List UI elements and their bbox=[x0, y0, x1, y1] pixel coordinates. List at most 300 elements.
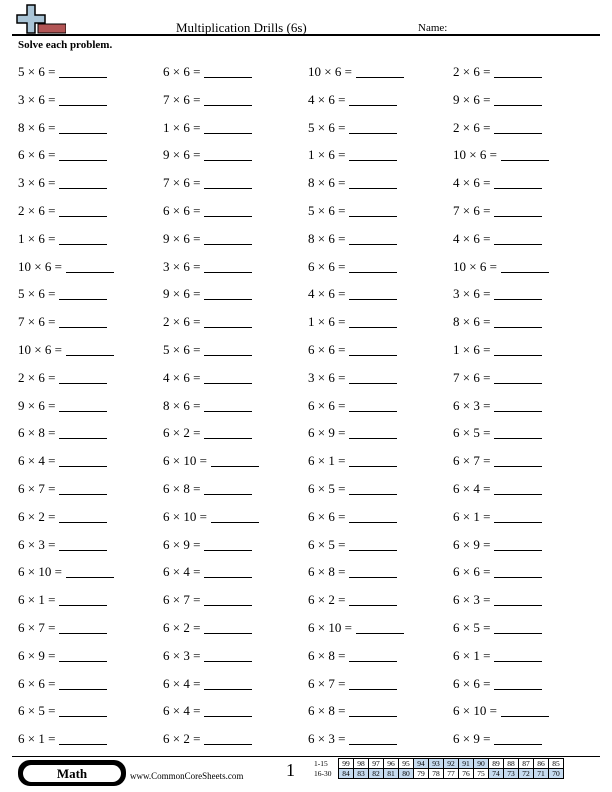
problem-expression: 6 × 9 = bbox=[308, 425, 346, 441]
problem-expression: 6 × 6 = bbox=[163, 64, 201, 79]
problem bbox=[18, 285, 163, 313]
problem-expression: 6 × 1 = bbox=[453, 647, 491, 663]
answer-blank[interactable] bbox=[204, 648, 252, 662]
answer-blank[interactable] bbox=[59, 731, 107, 745]
problem-expression: 6 × 5 = bbox=[308, 480, 346, 496]
answer-blank[interactable] bbox=[204, 314, 252, 328]
answer-blank[interactable] bbox=[349, 120, 397, 134]
problem-expression: 4 × 6 = bbox=[308, 286, 346, 302]
answer-blank[interactable] bbox=[204, 92, 252, 106]
problem-expression: 4 × 6 = bbox=[453, 175, 491, 191]
answer-blank[interactable] bbox=[204, 620, 252, 634]
problem bbox=[308, 480, 453, 508]
answer-blank[interactable] bbox=[204, 147, 252, 161]
problem-expression: 4 × 6 = bbox=[453, 230, 491, 246]
score-cell: 73 bbox=[504, 769, 519, 779]
problem-expression: 1 × 6 = bbox=[163, 119, 201, 135]
problem-expression: 2 × 6 = bbox=[18, 369, 56, 385]
answer-blank[interactable] bbox=[349, 342, 397, 356]
answer-blank[interactable] bbox=[494, 620, 542, 634]
page-number: 1 bbox=[286, 760, 295, 780]
problem bbox=[453, 341, 598, 369]
answer-blank[interactable] bbox=[349, 564, 397, 578]
score-cell: 85 bbox=[549, 759, 564, 769]
problem-expression: 6 × 8 = bbox=[18, 425, 56, 441]
score-row-label: 16-30 bbox=[314, 769, 332, 778]
problem bbox=[453, 369, 598, 397]
score-cell: 74 bbox=[489, 769, 504, 779]
score-cell: 78 bbox=[429, 769, 444, 779]
answer-blank[interactable] bbox=[204, 537, 252, 551]
answer-blank[interactable] bbox=[59, 592, 107, 606]
answer-blank[interactable] bbox=[211, 509, 259, 523]
problem bbox=[308, 508, 453, 536]
subject-badge-label: Math bbox=[23, 765, 121, 782]
problem bbox=[163, 63, 308, 91]
problem bbox=[163, 452, 308, 480]
answer-blank[interactable] bbox=[494, 564, 542, 578]
answer-blank[interactable] bbox=[59, 509, 107, 523]
problem-expression: 6 × 2 = bbox=[18, 508, 56, 524]
problem-expression: 6 × 9 = bbox=[18, 647, 56, 663]
answer-blank[interactable] bbox=[59, 676, 107, 690]
score-cell: 88 bbox=[504, 759, 519, 769]
problem-row bbox=[18, 146, 598, 174]
problem bbox=[308, 146, 453, 174]
answer-blank[interactable] bbox=[204, 564, 252, 578]
problem-expression: 10 × 6 = bbox=[18, 258, 62, 274]
problem bbox=[453, 480, 598, 508]
problem-expression: 6 × 10 = bbox=[163, 508, 207, 524]
problem bbox=[453, 174, 598, 202]
score-cell: 93 bbox=[429, 759, 444, 769]
problem-expression: 6 × 3 = bbox=[308, 731, 346, 747]
problem bbox=[163, 591, 308, 619]
answer-blank[interactable] bbox=[59, 64, 107, 78]
problem-expression: 6 × 4 = bbox=[163, 675, 201, 691]
answer-blank[interactable] bbox=[494, 64, 542, 78]
score-cell: 99 bbox=[339, 759, 354, 769]
problem bbox=[18, 119, 163, 147]
problem-expression: 6 × 8 = bbox=[308, 703, 346, 719]
answer-blank[interactable] bbox=[494, 286, 542, 300]
problem-expression: 6 × 6 = bbox=[453, 675, 491, 691]
score-cell: 76 bbox=[459, 769, 474, 779]
answer-blank[interactable] bbox=[204, 342, 252, 356]
answer-blank[interactable] bbox=[349, 537, 397, 551]
answer-blank[interactable] bbox=[66, 564, 114, 578]
score-cell: 87 bbox=[519, 759, 534, 769]
problem bbox=[163, 675, 308, 703]
problem bbox=[163, 563, 308, 591]
answer-blank[interactable] bbox=[349, 147, 397, 161]
problem bbox=[163, 230, 308, 258]
answer-blank[interactable] bbox=[59, 203, 107, 217]
problem-expression: 6 × 1 = bbox=[453, 508, 491, 524]
problem bbox=[308, 647, 453, 675]
problem bbox=[308, 174, 453, 202]
problem-expression: 10 × 6 = bbox=[453, 147, 497, 163]
problem-expression: 1 × 6 = bbox=[308, 147, 346, 163]
answer-blank[interactable] bbox=[356, 620, 404, 634]
answer-blank[interactable] bbox=[59, 481, 107, 495]
problem bbox=[453, 285, 598, 313]
instructions: Solve each problem. bbox=[18, 39, 113, 51]
answer-blank[interactable] bbox=[349, 731, 397, 745]
problem-expression: 6 × 6 = bbox=[163, 202, 201, 218]
answer-blank[interactable] bbox=[349, 259, 397, 273]
problem-row bbox=[18, 591, 598, 619]
problem-expression: 2 × 6 = bbox=[163, 314, 201, 330]
problem bbox=[308, 285, 453, 313]
problem-expression: 8 × 6 = bbox=[18, 119, 56, 135]
problem-row bbox=[18, 702, 598, 730]
problem bbox=[163, 647, 308, 675]
problem-expression: 6 × 3 = bbox=[453, 397, 491, 413]
problem-expression: 1 × 6 = bbox=[308, 314, 346, 330]
score-cell: 83 bbox=[354, 769, 369, 779]
problem-expression: 8 × 6 = bbox=[453, 314, 491, 330]
problem bbox=[308, 424, 453, 452]
answer-blank[interactable] bbox=[59, 703, 107, 717]
problem-expression: 6 × 2 = bbox=[163, 425, 201, 441]
problem-expression: 3 × 6 = bbox=[308, 369, 346, 385]
problem-expression: 10 × 6 = bbox=[308, 64, 352, 79]
problem-expression: 6 × 5 = bbox=[308, 536, 346, 552]
problem bbox=[163, 202, 308, 230]
problem-expression: 5 × 6 = bbox=[18, 286, 56, 302]
problem bbox=[163, 619, 308, 647]
answer-blank[interactable] bbox=[494, 731, 542, 745]
problem-expression: 6 × 7 = bbox=[18, 480, 56, 496]
problem bbox=[163, 730, 308, 758]
problem-expression: 1 × 6 = bbox=[453, 341, 491, 357]
problem-expression: 10 × 6 = bbox=[453, 258, 497, 274]
problem bbox=[453, 702, 598, 730]
answer-blank[interactable] bbox=[349, 703, 397, 717]
problem-expression: 6 × 7 = bbox=[18, 619, 56, 635]
problem-row bbox=[18, 341, 598, 369]
problem bbox=[163, 341, 308, 369]
score-cell: 91 bbox=[459, 759, 474, 769]
problem-expression: 6 × 7 = bbox=[308, 675, 346, 691]
problem-expression: 6 × 1 = bbox=[308, 453, 346, 469]
problem bbox=[163, 397, 308, 425]
answer-blank[interactable] bbox=[349, 425, 397, 439]
problem bbox=[308, 452, 453, 480]
score-cell: 79 bbox=[414, 769, 429, 779]
score-cell: 71 bbox=[534, 769, 549, 779]
problem-grid bbox=[18, 63, 598, 758]
problem bbox=[18, 369, 163, 397]
answer-blank[interactable] bbox=[204, 676, 252, 690]
problem-row bbox=[18, 174, 598, 202]
score-cell: 70 bbox=[549, 769, 564, 779]
score-cell: 81 bbox=[384, 769, 399, 779]
answer-blank[interactable] bbox=[211, 453, 259, 467]
problem-row bbox=[18, 202, 598, 230]
answer-blank[interactable] bbox=[59, 147, 107, 161]
answer-blank[interactable] bbox=[494, 203, 542, 217]
answer-blank[interactable] bbox=[494, 370, 542, 384]
answer-blank[interactable] bbox=[494, 120, 542, 134]
answer-blank[interactable] bbox=[204, 203, 252, 217]
answer-blank[interactable] bbox=[349, 314, 397, 328]
answer-blank[interactable] bbox=[494, 425, 542, 439]
problem-row bbox=[18, 480, 598, 508]
problem bbox=[18, 91, 163, 119]
footer-divider bbox=[12, 756, 600, 757]
problem bbox=[308, 369, 453, 397]
answer-blank[interactable] bbox=[204, 370, 252, 384]
answer-blank[interactable] bbox=[59, 453, 107, 467]
answer-blank[interactable] bbox=[494, 537, 542, 551]
answer-blank[interactable] bbox=[204, 120, 252, 134]
problem bbox=[308, 63, 453, 91]
problem bbox=[18, 202, 163, 230]
answer-blank[interactable] bbox=[501, 259, 549, 273]
answer-blank[interactable] bbox=[349, 481, 397, 495]
problem-expression: 8 × 6 = bbox=[308, 230, 346, 246]
problem-expression: 7 × 6 = bbox=[453, 369, 491, 385]
score-cell: 75 bbox=[474, 769, 489, 779]
problem bbox=[453, 675, 598, 703]
problem bbox=[453, 647, 598, 675]
problem-expression: 6 × 3 = bbox=[453, 592, 491, 608]
problem-expression: 9 × 6 = bbox=[18, 397, 56, 413]
score-row-label: 1-15 bbox=[314, 759, 328, 768]
score-cell: 92 bbox=[444, 759, 459, 769]
problem bbox=[18, 730, 163, 758]
answer-blank[interactable] bbox=[356, 64, 404, 78]
answer-blank[interactable] bbox=[204, 64, 252, 78]
answer-blank[interactable] bbox=[349, 286, 397, 300]
problem-row bbox=[18, 230, 598, 258]
problem-expression: 9 × 6 = bbox=[163, 286, 201, 302]
problem bbox=[18, 341, 163, 369]
problem bbox=[453, 146, 598, 174]
answer-blank[interactable] bbox=[66, 342, 114, 356]
answer-blank[interactable] bbox=[349, 509, 397, 523]
answer-blank[interactable] bbox=[494, 648, 542, 662]
answer-blank[interactable] bbox=[494, 231, 542, 245]
subject-badge bbox=[18, 760, 126, 786]
problem bbox=[308, 702, 453, 730]
answer-blank[interactable] bbox=[494, 481, 542, 495]
problem-row bbox=[18, 647, 598, 675]
problem-expression: 8 × 6 = bbox=[163, 397, 201, 413]
answer-blank[interactable] bbox=[59, 92, 107, 106]
answer-blank[interactable] bbox=[204, 703, 252, 717]
problem bbox=[163, 174, 308, 202]
problem bbox=[453, 508, 598, 536]
problem bbox=[308, 202, 453, 230]
problem bbox=[18, 536, 163, 564]
answer-blank[interactable] bbox=[501, 147, 549, 161]
answer-blank[interactable] bbox=[204, 231, 252, 245]
score-row bbox=[312, 769, 564, 779]
answer-blank[interactable] bbox=[349, 92, 397, 106]
answer-blank[interactable] bbox=[59, 120, 107, 134]
answer-blank[interactable] bbox=[204, 731, 252, 745]
answer-blank[interactable] bbox=[494, 676, 542, 690]
problem-expression: 6 × 4 = bbox=[163, 564, 201, 580]
score-key-table bbox=[312, 758, 564, 779]
answer-blank[interactable] bbox=[204, 175, 252, 189]
problem bbox=[453, 424, 598, 452]
answer-blank[interactable] bbox=[204, 259, 252, 273]
problem bbox=[308, 119, 453, 147]
answer-blank[interactable] bbox=[494, 453, 542, 467]
score-cell: 90 bbox=[474, 759, 489, 769]
answer-blank[interactable] bbox=[59, 231, 107, 245]
problem bbox=[308, 730, 453, 758]
problem-expression: 6 × 9 = bbox=[163, 536, 201, 552]
score-cell: 94 bbox=[414, 759, 429, 769]
answer-blank[interactable] bbox=[501, 703, 549, 717]
problem-row bbox=[18, 119, 598, 147]
answer-blank[interactable] bbox=[59, 175, 107, 189]
answer-blank[interactable] bbox=[494, 92, 542, 106]
problem-expression: 2 × 6 = bbox=[453, 119, 491, 135]
problem bbox=[163, 285, 308, 313]
answer-blank[interactable] bbox=[349, 453, 397, 467]
problem-expression: 6 × 6 = bbox=[308, 397, 346, 413]
answer-blank[interactable] bbox=[349, 203, 397, 217]
problem bbox=[453, 230, 598, 258]
problem bbox=[453, 91, 598, 119]
answer-blank[interactable] bbox=[494, 592, 542, 606]
answer-blank[interactable] bbox=[204, 286, 252, 300]
problem bbox=[18, 675, 163, 703]
problem-expression: 6 × 6 = bbox=[453, 564, 491, 580]
problem-expression: 6 × 8 = bbox=[163, 480, 201, 496]
problem-expression: 6 × 3 = bbox=[18, 536, 56, 552]
problem-expression: 3 × 6 = bbox=[453, 286, 491, 302]
problem bbox=[308, 619, 453, 647]
answer-blank[interactable] bbox=[66, 259, 114, 273]
website-url: www.CommonCoreSheets.com bbox=[130, 771, 244, 781]
problem bbox=[308, 591, 453, 619]
problem-row bbox=[18, 91, 598, 119]
problem bbox=[453, 619, 598, 647]
answer-blank[interactable] bbox=[349, 231, 397, 245]
problem-expression: 6 × 10 = bbox=[453, 703, 497, 719]
problem-expression: 6 × 7 = bbox=[163, 592, 201, 608]
answer-blank[interactable] bbox=[59, 425, 107, 439]
answer-blank[interactable] bbox=[494, 314, 542, 328]
problem bbox=[308, 341, 453, 369]
problem bbox=[308, 675, 453, 703]
problem-expression: 6 × 6 = bbox=[18, 675, 56, 691]
answer-blank[interactable] bbox=[59, 537, 107, 551]
problem-expression: 6 × 6 = bbox=[18, 147, 56, 163]
answer-blank[interactable] bbox=[204, 398, 252, 412]
problem bbox=[453, 202, 598, 230]
score-cell: 77 bbox=[444, 769, 459, 779]
problem bbox=[308, 536, 453, 564]
problem bbox=[163, 313, 308, 341]
answer-blank[interactable] bbox=[349, 676, 397, 690]
problem-expression: 6 × 5 = bbox=[453, 619, 491, 635]
problem bbox=[453, 397, 598, 425]
problem-expression: 6 × 6 = bbox=[308, 341, 346, 357]
problem bbox=[18, 508, 163, 536]
problem-row bbox=[18, 369, 598, 397]
problem-expression: 6 × 5 = bbox=[18, 703, 56, 719]
problem-row bbox=[18, 536, 598, 564]
answer-blank[interactable] bbox=[59, 398, 107, 412]
problem bbox=[163, 480, 308, 508]
problem-expression: 7 × 6 = bbox=[163, 91, 201, 107]
answer-blank[interactable] bbox=[349, 398, 397, 412]
problem-expression: 6 × 2 = bbox=[163, 619, 201, 635]
problem bbox=[18, 563, 163, 591]
problem-expression: 6 × 7 = bbox=[453, 453, 491, 469]
score-cell: 95 bbox=[399, 759, 414, 769]
problem bbox=[308, 230, 453, 258]
problem-expression: 6 × 1 = bbox=[18, 731, 56, 747]
answer-blank[interactable] bbox=[59, 648, 107, 662]
problem-expression: 6 × 8 = bbox=[308, 647, 346, 663]
answer-blank[interactable] bbox=[204, 481, 252, 495]
problem-row bbox=[18, 563, 598, 591]
problem-expression: 6 × 4 = bbox=[163, 703, 201, 719]
score-cell: 84 bbox=[339, 769, 354, 779]
answer-blank[interactable] bbox=[494, 175, 542, 189]
answer-blank[interactable] bbox=[494, 398, 542, 412]
answer-blank[interactable] bbox=[204, 592, 252, 606]
problem-expression: 6 × 4 = bbox=[453, 480, 491, 496]
problem bbox=[163, 91, 308, 119]
problem bbox=[18, 230, 163, 258]
answer-blank[interactable] bbox=[349, 370, 397, 384]
problem bbox=[308, 91, 453, 119]
answer-blank[interactable] bbox=[204, 425, 252, 439]
problem-row bbox=[18, 424, 598, 452]
score-cell: 82 bbox=[369, 769, 384, 779]
answer-blank[interactable] bbox=[349, 175, 397, 189]
problem-expression: 6 × 8 = bbox=[308, 564, 346, 580]
problem-expression: 6 × 9 = bbox=[453, 536, 491, 552]
problem-expression: 5 × 6 = bbox=[163, 341, 201, 357]
answer-blank[interactable] bbox=[349, 648, 397, 662]
problem bbox=[18, 619, 163, 647]
score-row bbox=[312, 759, 564, 769]
answer-blank[interactable] bbox=[59, 620, 107, 634]
problem-expression: 6 × 10 = bbox=[163, 453, 207, 469]
answer-blank[interactable] bbox=[59, 314, 107, 328]
problem-expression: 9 × 6 = bbox=[163, 230, 201, 246]
problem bbox=[453, 258, 598, 286]
plus-logo-icon bbox=[14, 4, 66, 38]
answer-blank[interactable] bbox=[59, 286, 107, 300]
problem-expression: 7 × 6 = bbox=[163, 175, 201, 191]
answer-blank[interactable] bbox=[349, 592, 397, 606]
answer-blank[interactable] bbox=[494, 509, 542, 523]
problem bbox=[18, 647, 163, 675]
problem-expression: 3 × 6 = bbox=[18, 175, 56, 191]
name-label: Name: bbox=[418, 22, 448, 34]
problem-expression: 3 × 6 = bbox=[18, 91, 56, 107]
problem-expression: 6 × 10 = bbox=[18, 564, 62, 580]
problem-expression: 2 × 6 = bbox=[453, 64, 491, 79]
answer-blank[interactable] bbox=[494, 342, 542, 356]
problem-row bbox=[18, 730, 598, 758]
problem bbox=[163, 536, 308, 564]
score-cell: 97 bbox=[369, 759, 384, 769]
answer-blank[interactable] bbox=[59, 370, 107, 384]
